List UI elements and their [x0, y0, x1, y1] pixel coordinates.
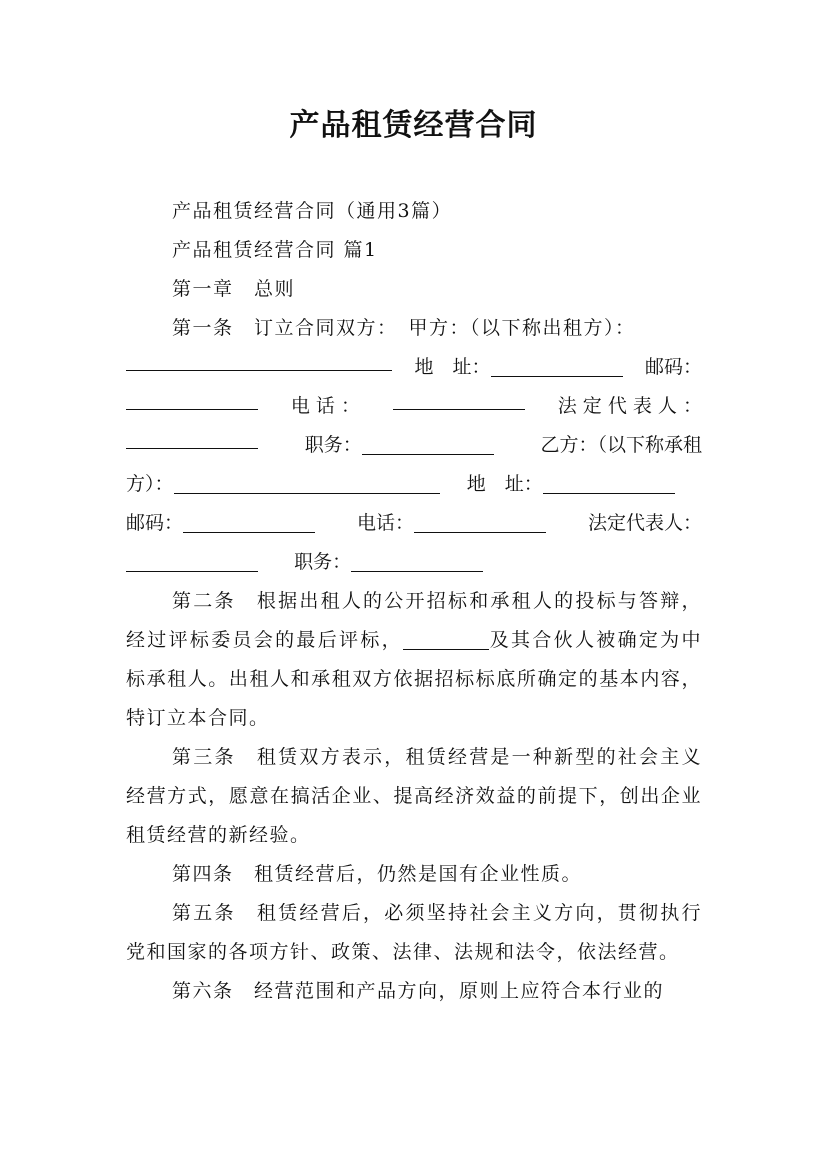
postcode-b-blank [183, 510, 315, 533]
legal-rep-blank [126, 426, 258, 449]
address-b-blank [543, 471, 675, 494]
legal-rep-label: 法 定 代 表 人 ： [557, 395, 702, 417]
article-2-part-a: 第二条 根据出租人的公开招标和承租人的投标与答辩，经过评标委员会的最后评标， [126, 590, 702, 651]
party-b-line-3 [126, 543, 702, 582]
party-b-line-1 [126, 465, 702, 504]
address-label: 地 址： [414, 356, 491, 378]
phone-blank [393, 387, 525, 410]
party-a-line-3 [126, 426, 702, 465]
party-b-lead: 乙方：（以下称承租 [540, 434, 702, 456]
winner-blank [403, 627, 489, 650]
postcode-blank [126, 387, 258, 410]
phone-label: 电 话 ： [290, 395, 360, 417]
article-2 [126, 582, 702, 738]
article-5: 第五条 租赁经营后，必须坚持社会主义方向，贯彻执行党和国家的各项方针、政策、法律、法规和法令，依法经营。 [126, 902, 702, 963]
legal-rep-b-label: 法定代表人： [587, 512, 702, 534]
address-b-label: 地 址： [466, 473, 543, 495]
article-3: 第三条 租赁双方表示，租赁经营是一种新型的社会主义经营方式，愿意在搞活企业、提高经济效益的前提下，创出企业租赁经营的新经验。 [126, 746, 702, 846]
article-1-lead: 第一条 订立合同双方： 甲方：（以下称出租方）： [172, 317, 636, 339]
phone-b-label: 电话： [356, 512, 414, 534]
party-a-line-2 [126, 387, 702, 426]
article-4: 第四条 租赁经营后，仍然是国有企业性质。 [172, 863, 583, 885]
party-b-tail: 方）： [126, 473, 174, 495]
document-body [126, 192, 702, 1011]
postcode-label: 邮码： [644, 356, 702, 378]
postcode-b-label: 邮码： [126, 512, 184, 534]
party-a-line-1 [126, 348, 702, 387]
article-6: 第六条 经营范围和产品方向，原则上应符合本行业的 [172, 980, 665, 1002]
position-b-label: 职务： [294, 551, 352, 573]
intro-line: 产品租赁经营合同（通用3篇） [172, 200, 453, 222]
party-b-name-blank [174, 471, 440, 494]
position-label: 职务： [304, 434, 362, 456]
legal-rep-b-blank [126, 549, 258, 572]
position-blank [362, 432, 494, 455]
party-b-line-2 [126, 504, 702, 543]
address-blank [491, 354, 623, 377]
position-b-blank [351, 549, 483, 572]
phone-b-blank [414, 510, 546, 533]
party-a-name-blank [126, 348, 392, 371]
document-title: 产品租赁经营合同 [289, 108, 538, 143]
article-1-block [126, 309, 702, 582]
chapter-heading: 第一章 总则 [172, 278, 296, 300]
article-2-part-b: 及其合伙人被确定为中标承租人。出租人和承租双方依据招标标底所确定的基本内容，特订立本合同。 [126, 629, 702, 729]
part-heading: 产品租赁经营合同 篇1 [172, 239, 378, 261]
